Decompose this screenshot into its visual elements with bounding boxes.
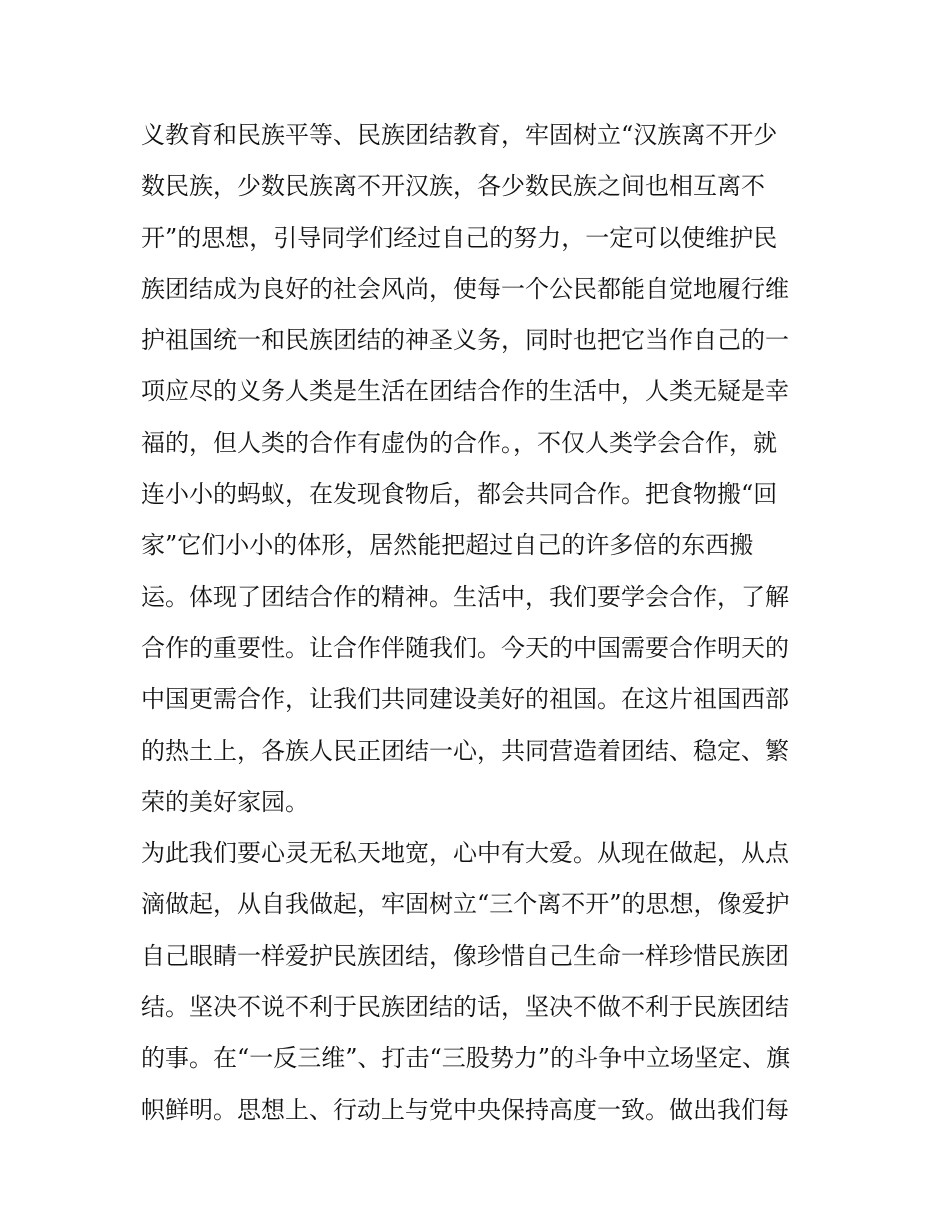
text-line: 的事。在“一反三维”、打击“三股势力”的斗争中立场坚定、旗 [141, 1044, 791, 1073]
text-line: 开”的思想，引导同学们经过自己的努力，一定可以使维护民 [141, 223, 778, 252]
text-line: 荣的美好家园。 [141, 787, 309, 816]
text-line: 族团结成为良好的社会风尚，使每一个公民都能自觉地履行维 [141, 274, 789, 303]
text-line: 的热土上，各族人民正团结一心，共同营造着团结、稳定、繁 [141, 736, 789, 765]
text-line: 中国更需合作，让我们共同建设美好的祖国。在这片祖国西部 [141, 685, 789, 714]
text-line: 结。坚决不说不利于民族团结的话，坚决不做不利于民族团结 [141, 993, 789, 1022]
text-line: 为此我们要心灵无私天地宽，心中有大爱。从现在做起，从点 [141, 839, 789, 868]
document-body [141, 110, 821, 1136]
text-line: 连小小的蚂蚁，在发现食物后，都会共同合作。把食物搬“回 [141, 480, 778, 509]
text-line: 护祖国统一和民族团结的神圣义务，同时也把它当作自己的一 [141, 326, 789, 355]
text-line: 滴做起，从自我做起，牢固树立“三个离不开”的思想，像爱护 [141, 890, 790, 919]
text-line: 项应尽的义务人类是生活在团结合作的生活中，人类无疑是幸 [141, 377, 789, 406]
text-line: 帜鲜明。思想上、行动上与党中央保持高度一致。做出我们每 [141, 1095, 789, 1124]
paragraph-2 [141, 828, 821, 1136]
text-line: 义教育和民族平等、民族团结教育，牢固树立“汉族离不开少 [141, 121, 778, 149]
text-line: 自己眼睛一样爱护民族团结，像珍惜自己生命一样珍惜民族团 [141, 941, 789, 970]
paragraph-1 [141, 110, 821, 828]
text-line: 数民族，少数民族离不开汉族，各少数民族之间也相互离不 [141, 172, 765, 201]
text-line: 福的，但人类的合作有虚伪的合作。，不仅人类学会合作，就 [141, 428, 777, 457]
text-line: 运。体现了团结合作的精神。生活中，我们要学会合作，了解 [141, 582, 789, 611]
text-line: 合作的重要性。让合作伴随我们。今天的中国需要合作明天的 [141, 633, 789, 662]
text-line: 家”它们小小的体形，居然能把超过自己的许多倍的东西搬 [141, 531, 754, 560]
